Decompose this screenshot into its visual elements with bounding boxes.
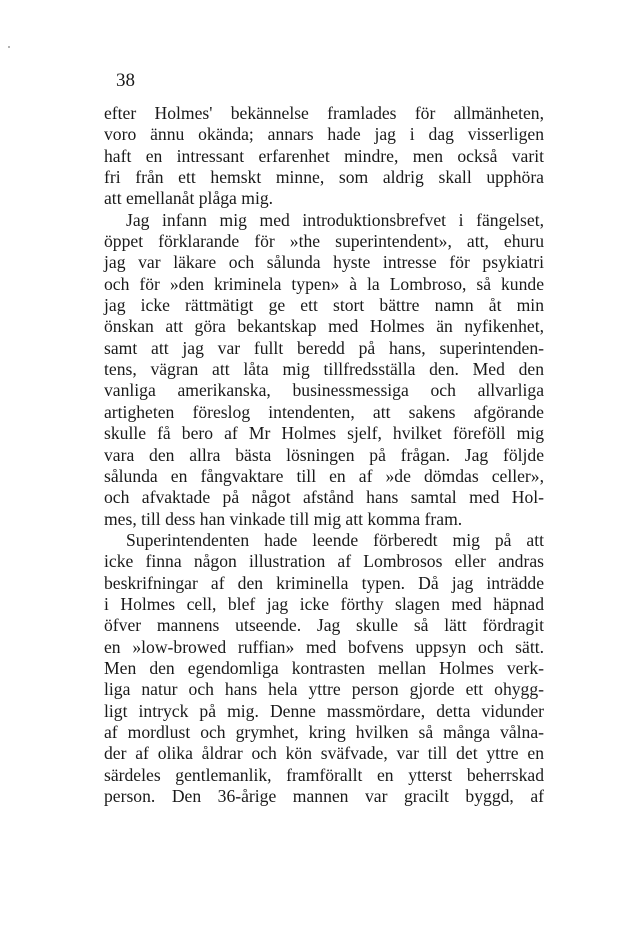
text-line: i Holmes cell, blef jag icke förthy slagen med häpnad	[104, 593, 544, 614]
text-line: att emellanåt plåga mig.	[104, 188, 274, 209]
text-line: af mordlust och grymhet, kring hvilken så många vålna-	[104, 721, 544, 742]
text-line: Jag infann mig med introduktionsbrefvet i fängelset,	[126, 209, 544, 230]
text-line: öfver mannens utseende. Jag skulle så lätt fördragit	[104, 615, 544, 636]
text-line: artigheten föreslog intendenten, att sakens afgörande	[104, 401, 544, 422]
margin-speck	[8, 46, 10, 48]
text-line: jag icke rättmätigt ge ett stort bättre namn åt min	[104, 295, 544, 316]
text-line: der af olika åldrar och kön sväfvade, var till det yttre en	[104, 743, 544, 764]
text-line: haft en intressant erfarenhet mindre, men också varit	[104, 145, 544, 166]
text-line: icke finna någon illustration af Lombrosos eller andras	[104, 551, 544, 572]
text-line: samt att jag var fullt beredd på hans, superintenden-	[104, 337, 544, 358]
text-line: voro ännu okända; annars hade jag i dag visserligen	[104, 124, 544, 145]
text-line: Superintendenten hade leende förberedt mig på att	[126, 529, 544, 550]
text-line: fri från ett hemskt minne, som aldrig skall upphöra	[104, 167, 544, 188]
text-line: skulle få bero af Mr Holmes sjelf, hvilket föreföll mig	[104, 423, 544, 444]
text-line: ligt intryck på mig. Denne massmördare, detta vidunder	[104, 700, 544, 721]
text-line: tens, vägran att låta mig tillfredsställa den. Med den	[104, 359, 544, 380]
text-line: önskan att göra bekantskap med Holmes än nyfikenhet,	[104, 316, 544, 337]
page-number: 38	[116, 70, 135, 91]
body-text	[104, 103, 544, 807]
text-line: och för »den kriminela typen» à la Lombroso, så kunde	[104, 273, 544, 294]
text-line: efter Holmes' bekännelse framlades för allmänheten,	[104, 103, 544, 123]
text-line: mes, till dess han vinkade till mig att komma fram.	[104, 508, 463, 529]
text-line: en »low-browed ruffian» med bofvens uppsyn och sätt.	[104, 636, 544, 657]
text-line: sålunda en fångvaktare till en af »de dömdas celler»,	[104, 465, 544, 486]
text-line: och afvaktade på något afstånd hans samtal med Hol-	[104, 487, 544, 508]
text-line: Men den egendomliga kontrasten mellan Holmes verk-	[104, 657, 544, 678]
text-line: vanliga amerikanska, businessmessiga och allvarliga	[104, 380, 544, 401]
text-line: öppet förklarande för »the superintendent», att, ehuru	[104, 231, 544, 252]
text-line: särdeles gentlemanlik, framförallt en ytterst beherrskad	[104, 764, 544, 785]
text-line: liga natur och hans hela yttre person gjorde ett ohygg-	[104, 679, 544, 700]
text-line: jag var läkare och sålunda hyste intresse för psykiatri	[104, 252, 544, 273]
text-line: person. Den 36-årige mannen var gracilt byggd, af	[104, 786, 544, 806]
text-line: vara den allra bästa lösningen på frågan. Jag följde	[104, 444, 544, 465]
text-line: beskrifningar af den kriminella typen. Då jag inträdde	[104, 572, 544, 593]
